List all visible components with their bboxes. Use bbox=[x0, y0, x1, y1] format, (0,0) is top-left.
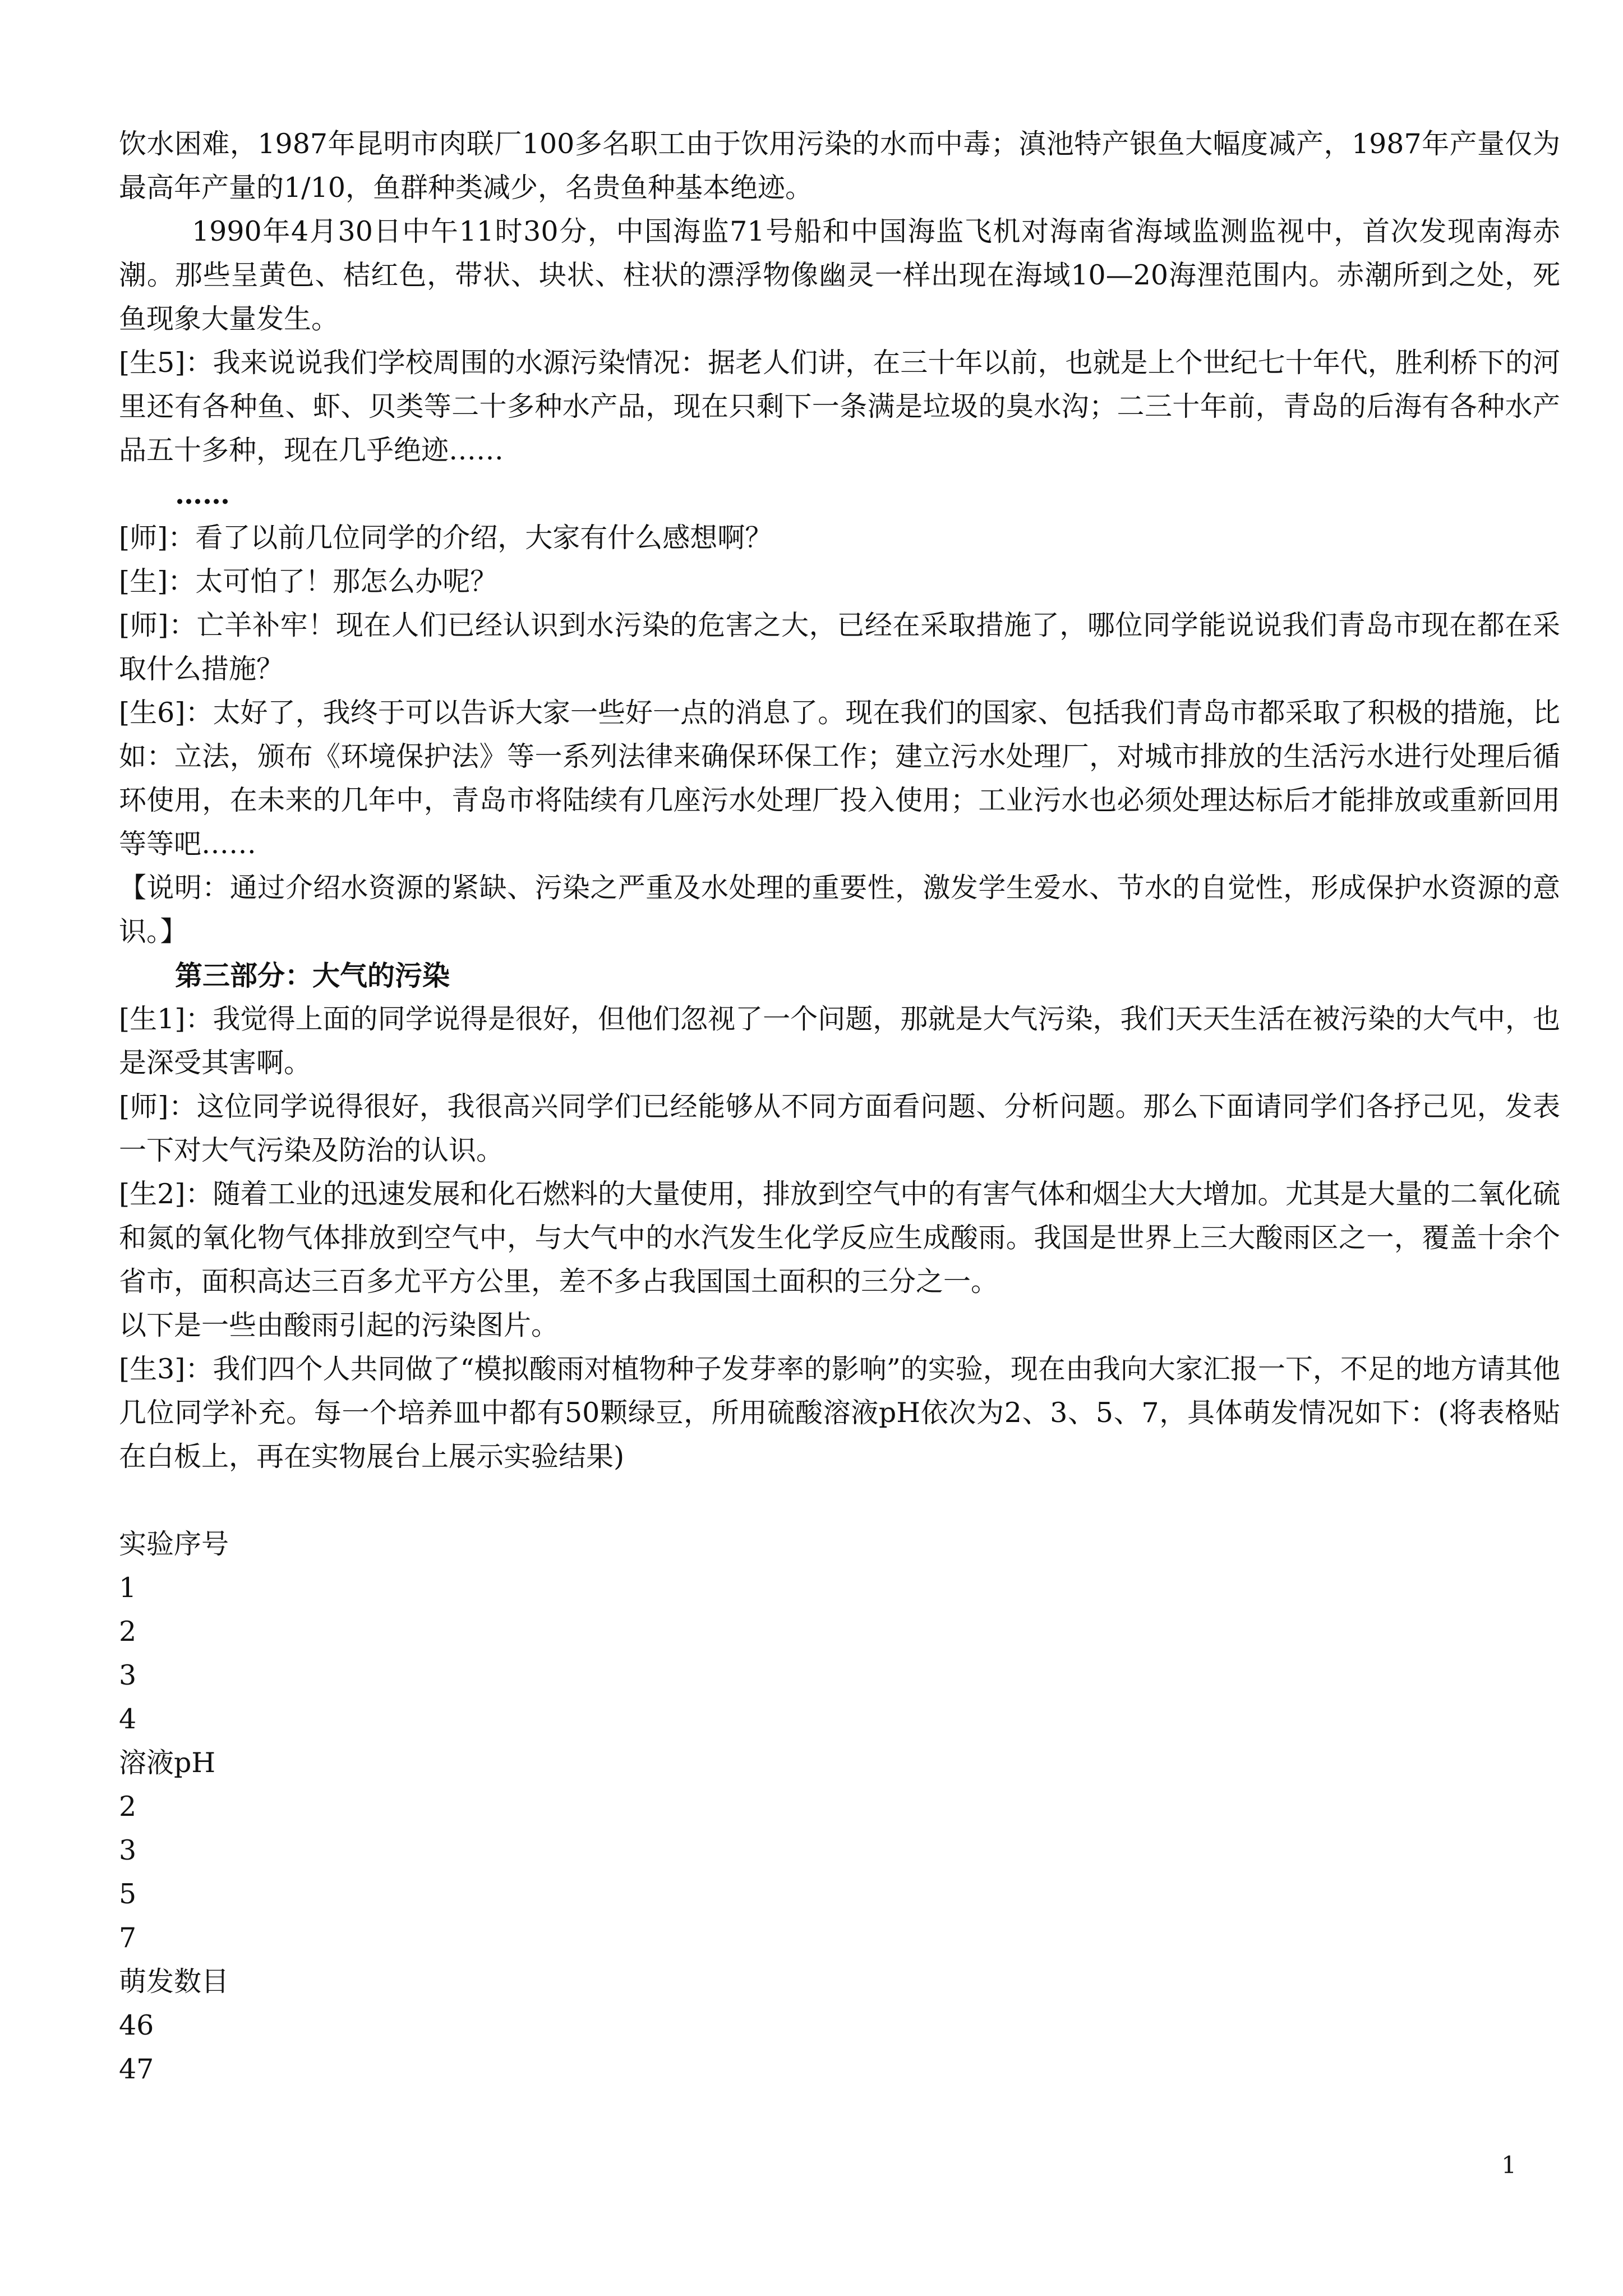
paragraph-student-reply: [生]：太可怕了！那怎么办呢？ bbox=[119, 565, 498, 597]
table-cell: 3 bbox=[119, 1834, 137, 1866]
table-cell: 实验序号 bbox=[119, 1528, 229, 1560]
spacer bbox=[119, 1479, 1560, 1522]
table-cell: 7 bbox=[119, 1922, 137, 1954]
paragraph-kunming-pollution: 饮水困难，1987年昆明市肉联厂100多名职工由于饮用污染的水而中毒；滇池特产银鱼大幅度减产，1987年产量仅为最高年产量的1/10，鱼群种类减少，名贵鱼种基本绝迹。 bbox=[119, 128, 1560, 204]
paragraph-acid-rain-images: 以下是一些由酸雨引起的污染图片。 bbox=[119, 1309, 559, 1341]
paragraph-student2: [生2]：随着工业的迅速发展和化石燃料的大量使用，排放到空气中的有害气体和烟尘大大增加。尤其是大量的二氧化硫和氮的氧化物气体排放到空气中，与大气中的水汽发生化学反应生成酸雨。我国是世界上三大酸雨区之一，覆盖十余个省市，面积高达三百多尤平方公里，差不多占我国国土面积的三分之一。 bbox=[119, 1178, 1560, 1297]
table-cell: 3 bbox=[119, 1659, 137, 1691]
paragraph-red-tide: 1990年4月30日中午11时30分，中国海监71号船和中国海监飞机对海南省海域监测监视中，首次发现南海赤潮。那些呈黄色、桔红色，带状、块状、柱状的漂浮物像幽灵一样出现在海域10—20海浬范围内。赤潮所到之处，死鱼现象大量发生。 bbox=[119, 215, 1560, 335]
paragraph-student5: [生5]：我来说说我们学校周围的水源污染情况：据老人们讲，在三十年以前，也就是上个世纪七十年代，胜利桥下的河里还有各种鱼、虾、贝类等二十多种水产品，现在只剩下一条满是垃圾的臭水沟；二三十年前，青岛的后海有各种水产品五十多种，现在几乎绝迹…… bbox=[119, 347, 1560, 466]
paragraph-teacher-comment: [师]：这位同学说得很好，我很高兴同学们已经能够从不同方面看问题、分析问题。那么下面请同学们各抒己见，发表一下对大气污染及防治的认识。 bbox=[119, 1091, 1560, 1166]
section-heading-air-pollution: 第三部分：大气的污染 bbox=[175, 959, 450, 992]
table-cell: 1 bbox=[119, 1572, 137, 1604]
table-cell: 47 bbox=[119, 2053, 154, 2085]
paragraph-ellipsis: …… bbox=[175, 478, 230, 510]
page-number: 1 bbox=[1501, 2151, 1516, 2179]
experiment-table bbox=[119, 1522, 1560, 2091]
paragraph-teacher-question: [师]：看了以前几位同学的介绍，大家有什么感想啊？ bbox=[119, 522, 773, 554]
table-cell: 萌发数目 bbox=[119, 1966, 229, 1998]
table-cell: 溶液pH bbox=[119, 1747, 216, 1779]
document-body bbox=[119, 122, 1560, 2091]
paragraph-student1: [生1]：我觉得上面的同学说得是很好，但他们忽视了一个问题，那就是大气污染，我们天天生活在被污染的大气中，也是深受其害啊。 bbox=[119, 1003, 1560, 1079]
paragraph-student6: [生6]：太好了，我终于可以告诉大家一些好一点的消息了。现在我们的国家、包括我们青岛市都采取了积极的措施，比如：立法，颁布《环境保护法》等一系列法律来确保环保工作；建立污水处理厂，对城市排放的生活污水进行处理后循环使用，在未来的几年中，青岛市将陆续有几座污水处理厂投入使用；工业污水也必须处理达标后才能排放或重新回用等等吧…… bbox=[119, 697, 1560, 860]
paragraph-note: 【说明：通过介绍水资源的紧缺、污染之严重及水处理的重要性，激发学生爱水、节水的自觉性，形成保护水资源的意识。】 bbox=[119, 872, 1560, 947]
paragraph-student3: [生3]：我们四个人共同做了“模拟酸雨对植物种子发芽率的影响”的实验，现在由我向大家汇报一下，不足的地方请其他几位同学补充。每一个培养皿中都有50颗绿豆，所用硫酸溶液pH依次为2、3、5、7，具体萌发情况如下：(将表格贴在白板上，再在实物展台上展示实验结果) bbox=[119, 1353, 1560, 1473]
paragraph-teacher-measures: [师]：亡羊补牢！现在人们已经认识到水污染的危害之大，已经在采取措施了，哪位同学能说说我们青岛市现在都在采取什么措施？ bbox=[119, 609, 1560, 685]
table-cell: 5 bbox=[119, 1878, 137, 1910]
table-cell: 46 bbox=[119, 2009, 154, 2041]
table-cell: 2 bbox=[119, 1616, 137, 1648]
table-cell: 2 bbox=[119, 1791, 137, 1823]
table-cell: 4 bbox=[119, 1703, 137, 1735]
